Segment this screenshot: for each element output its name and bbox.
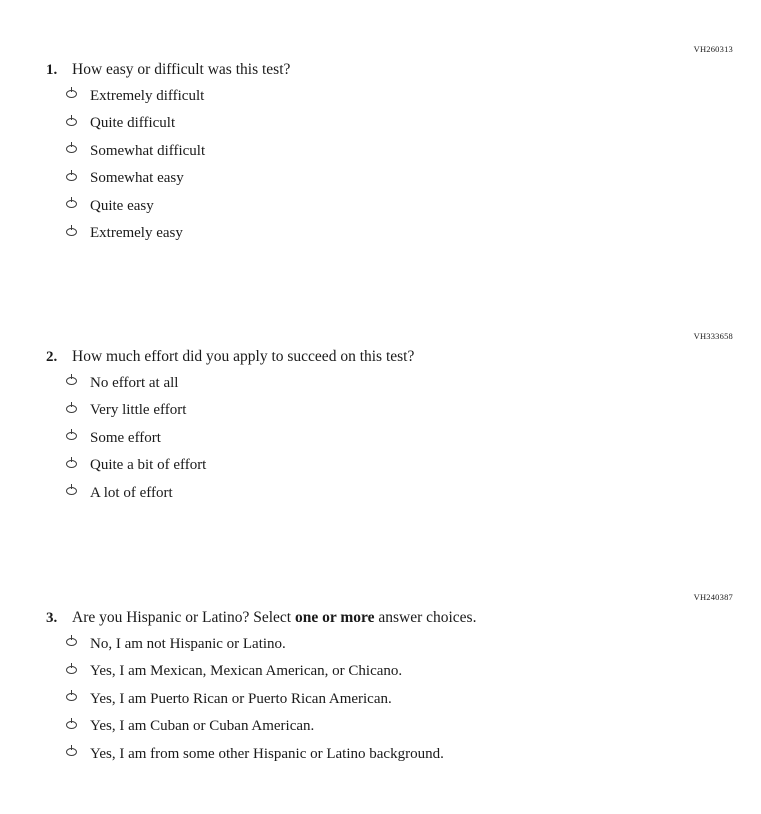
option-item[interactable] [0, 369, 761, 397]
option-label: Extremely difficult [90, 87, 205, 104]
option-label: Somewhat difficult [90, 142, 206, 159]
option-label: Quite a bit of effort [90, 457, 207, 473]
radio-button-icon[interactable] [66, 172, 79, 185]
question-number: 2. [46, 349, 58, 365]
radio-button-icon[interactable] [66, 89, 79, 102]
question-text-suffix: answer choices. [374, 609, 477, 626]
radio-button-icon[interactable] [66, 637, 79, 650]
question-text-prefix: Are you Hispanic or Latino? Select [72, 609, 295, 626]
option-item[interactable] [0, 740, 761, 768]
option-item[interactable] [0, 165, 761, 193]
option-list [0, 82, 761, 247]
question-stem [0, 609, 476, 628]
question-text [72, 348, 414, 367]
radio-button-icon[interactable] [66, 404, 79, 417]
radio-button-icon[interactable] [66, 376, 79, 389]
option-label: Yes, I am Mexican, Mexican American, or Chicano. [90, 663, 403, 679]
option-item[interactable] [0, 713, 761, 741]
option-label: A lot of effort [90, 484, 173, 501]
option-list [0, 369, 761, 507]
option-item[interactable] [0, 685, 761, 713]
question-number: 1. [46, 62, 58, 78]
question-stem [0, 61, 290, 80]
option-item[interactable] [0, 397, 761, 425]
radio-button-icon[interactable] [66, 692, 79, 705]
radio-button-icon[interactable] [66, 144, 79, 157]
option-item[interactable] [0, 630, 761, 658]
question-text [72, 61, 290, 80]
option-label: Quite difficult [90, 115, 176, 131]
option-label: Yes, I am from some other Hispanic or Latino background. [90, 745, 444, 762]
radio-button-icon[interactable] [66, 199, 79, 212]
option-item[interactable] [0, 220, 761, 248]
radio-button-icon[interactable] [66, 459, 79, 472]
option-label: Extremely easy [90, 225, 183, 241]
option-item[interactable] [0, 110, 761, 138]
option-label: Yes, I am Puerto Rican or Puerto Rican American. [90, 690, 392, 707]
option-label: No effort at all [90, 374, 179, 391]
option-item[interactable] [0, 452, 761, 480]
item-id-label: VH260313 [693, 44, 733, 54]
option-item[interactable] [0, 424, 761, 452]
option-label: Quite easy [90, 197, 154, 214]
option-item[interactable] [0, 192, 761, 220]
option-label: Some effort [90, 429, 161, 446]
option-item[interactable] [0, 479, 761, 507]
radio-button-icon[interactable] [66, 665, 79, 678]
option-item[interactable] [0, 82, 761, 110]
option-label: Very little effort [90, 402, 187, 418]
option-list [0, 630, 761, 768]
option-label: No, I am not Hispanic or Latino. [90, 635, 286, 652]
question-text-bold: one or more [294, 609, 375, 626]
question-number: 3. [46, 610, 58, 626]
item-id-label: VH333658 [693, 331, 733, 341]
question-text-prefix: How easy or difficult was this test? [72, 61, 291, 78]
radio-button-icon[interactable] [66, 486, 79, 499]
option-item[interactable] [0, 137, 761, 165]
question-stem [0, 348, 414, 367]
radio-button-icon[interactable] [66, 117, 79, 130]
radio-button-icon[interactable] [66, 747, 79, 760]
question-text [72, 609, 476, 628]
radio-button-icon[interactable] [66, 431, 79, 444]
option-item[interactable] [0, 658, 761, 686]
option-label: Yes, I am Cuban or Cuban American. [90, 718, 315, 734]
item-id-label: VH240387 [693, 592, 733, 602]
option-label: Somewhat easy [90, 170, 184, 186]
radio-button-icon[interactable] [66, 720, 79, 733]
radio-button-icon[interactable] [66, 227, 79, 240]
question-text-prefix: How much effort did you apply to succeed on this test? [72, 348, 415, 365]
